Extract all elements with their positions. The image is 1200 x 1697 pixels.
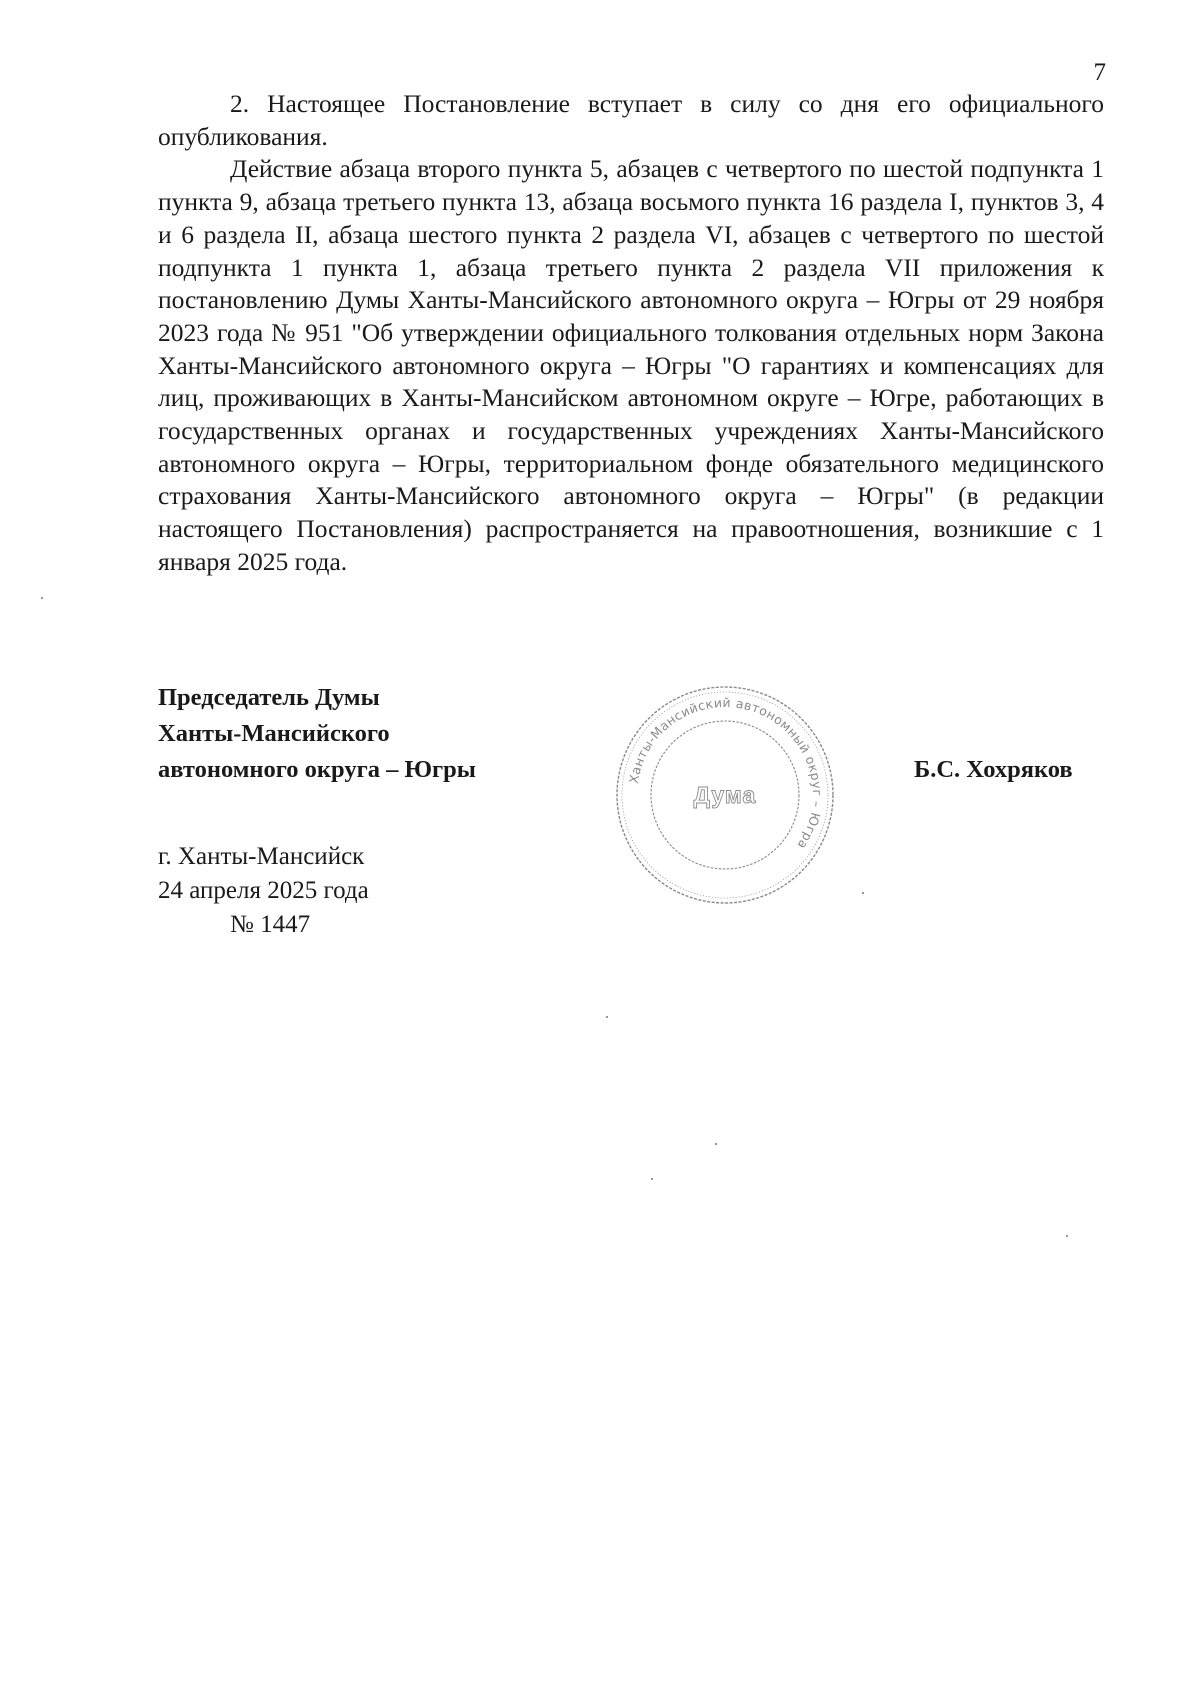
scan-speck bbox=[651, 1178, 653, 1180]
scan-speck bbox=[862, 892, 864, 894]
city: г. Ханты-Мансийск bbox=[158, 843, 365, 870]
scan-speck bbox=[715, 1143, 717, 1145]
signatory-name: Б.С. Хохряков bbox=[914, 756, 1073, 783]
official-seal bbox=[610, 680, 840, 910]
seal-center-text: Дума bbox=[693, 782, 757, 808]
seal-ring-text: Ханты-Мансийский автономный округ – Югра bbox=[625, 694, 826, 853]
scan-speck bbox=[1066, 1235, 1068, 1237]
body-text bbox=[158, 88, 1104, 579]
place-date-number bbox=[158, 840, 369, 942]
scan-speck bbox=[606, 1016, 608, 1018]
signatory-title-line: Председатель Думы bbox=[158, 684, 380, 711]
document-number: № 1447 bbox=[230, 911, 311, 938]
scan-speck bbox=[41, 597, 43, 599]
paragraph-entry-into-force: 2. Настоящее Постановление вступает в силу со дня его официального опубликования. bbox=[158, 89, 1104, 151]
signatory-title-line: Ханты-Мансийского bbox=[158, 720, 390, 747]
page-number: 7 bbox=[1093, 59, 1106, 86]
date: 24 апреля 2025 года bbox=[158, 877, 369, 904]
signatory-title bbox=[158, 680, 476, 788]
paragraph-applicability: Действие абзаца второго пункта 5, абзацев с четвертого по шестой подпункта 1 пункта 9, абзаца третьего пункта 13, абзаца восьмого пункта 16 раздела I, пунктов 3, 4 и 6 раздела II, абзаца шестого пункта 2 раздела VI, абзацев с четвертого по шестой подпункта 1 пункта 1, абзаца третьего пункта 2 раздела VII приложения к постановлению Думы Ханты-Мансийского автономного округа – Югры от 29 ноября 2023 года № 951 "Об утверждении официального толкования отдельных норм Закона Ханты-Мансийского автономного округа – Югры "О гарантиях и компенсациях для лиц, проживающих в Ханты-Мансийском автономном округе – Югре, работающих в государственных органах и государственных учреждениях Ханты-Мансийского автономного округа – Югры, территориальном фонде обязательного медицинского страхования Ханты-Мансийского автономного округа – Югры" (в редакции настоящего Постановления) распространяется на правоотношения, возникшие с 1 января 2025 года. bbox=[158, 154, 1104, 576]
signatory-title-line: автономного округа – Югры bbox=[158, 756, 476, 783]
